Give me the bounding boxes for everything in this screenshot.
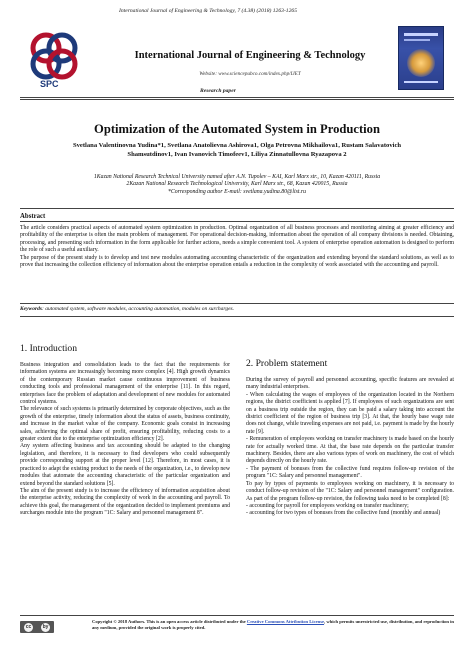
problem-paragraph-7: - accounting for two types of bonuses from the collective fund (monthly and annual) bbox=[246, 510, 441, 517]
affiliation-2: 2Kazan National Research Technological University, Karl Marx str., 68, Kazan 420015, Russia bbox=[126, 181, 348, 188]
abstract-paragraph-2: The purpose of the present study is to develop and test new modules automating accounting characteristic of the organization and extending beyond the standard solutions, as well as to prove that increasing the collection efficiency of information about the enterprise operation entails a reduction in the complexity of work associated with the accounting and payroll. bbox=[20, 254, 454, 269]
problem-paragraph-2: - When calculating the wages of employees of the organization located in the Northern regions, the district coefficient is applied [7]. If employees of such organizations are sent on a business trip outside the region, they can be paid a salary taking into account the district coefficient of the region of business trip [3]. At that, the hourly base wage rate does not change, while traveling expenses are not paid, i.e. payment is made by the hourly rate [9]. bbox=[246, 391, 454, 435]
keywords-label: Keywords bbox=[20, 306, 42, 312]
problem-paragraph-6: - accounting for payroll for employees working on transfer machinery; bbox=[246, 502, 409, 509]
abstract-top-rule bbox=[20, 208, 454, 209]
introduction-body bbox=[20, 362, 230, 518]
section-heading-introduction: 1. Introduction bbox=[20, 343, 78, 354]
journal-name: International Journal of Engineering & Technology bbox=[134, 50, 366, 61]
affiliations bbox=[42, 174, 432, 196]
intro-paragraph-2: The relevance of such systems is primarily determined by corporate objectives, such as the growth of the enterprise, timely information about the status of assets, business continuity, and increase in the market value of the company. Economic goals consist in increasing sales, achieving the optimal share of profit, ensuring profitability, reducing costs to a greater extent due to the enterprise optimization efficiency [2]. bbox=[20, 406, 230, 443]
intro-paragraph-3: Any system affecting business and tax accounting should be adapted to the changing legislation, and therefore, it is necessary to find developers who could subsequently provide corresponding support at the proper level [12]. Therefore, in most cases, it is practiced to adapt the existing product to the needs of the organization, i.e., to develop new modules that automate the accounting characteristic of the particular organization and extend beyond the standard solutions [5]. bbox=[20, 443, 230, 487]
problem-paragraph-5: To pay by types of payments to employees working on machinery, it is necessary to conduct follow-up revision of the "1C: Salary and personnel management" configuration. As part of the program follow-up revision, the following tasks need to be completed [8]: bbox=[246, 480, 454, 502]
license-link[interactable]: Creative Commons Attribution License bbox=[246, 619, 325, 624]
intro-paragraph-4: The aim of the present study is to increase the efficiency of information acquisition about the enterprise activity, reducing the complexity of work in the accounting and payroll. To achieve this goal, the management of the organization decided to implement premiums and surcharges module into the program "1C: Salary and personnel management 8". bbox=[20, 487, 230, 517]
journal-citation-line: International Journal of Engineering & Technology, 7 (4.38) (2018) 1263-1265 bbox=[119, 8, 297, 14]
intro-paragraph-1: Business integration and consolidation leads to the fact that the requirements for information systems are increasingly becoming more complex [4]. High growth dynamics of the contemporary Russian market cause continuous improvement of business conducting tools and professional management of the enterprise [11]. In this regard, enterprises face the problem of adaptation and development of new modules for automated control systems. bbox=[20, 362, 230, 406]
author-line-1: Svetlana Valentinovna Yudina*1, Svetlana Anatolievna Ashirova1, Olga Petrovna Mikhailova1, Rustam Salavatovich bbox=[72, 142, 402, 149]
problem-paragraph-1: During the survey of payroll and personnel accounting, specific features are revealed at many industrial enterprises. bbox=[246, 377, 454, 391]
creative-commons-by-icon[interactable] bbox=[20, 621, 54, 633]
article-title: Optimization of the Automated System in Production bbox=[94, 122, 380, 136]
problem-paragraph-3: - Remuneration of employees working on transfer machinery is made based on the hourly rate for actually worked time. At that, the base rate depends on the particular transfer machinery. Besides, there are also various types of work on machinery, the cost of which depends directly on the hourly rate. bbox=[246, 436, 454, 465]
problem-paragraph-4: - The payment of bonuses from the collective fund requires follow-up revision of the program "1C: Salary and personnel management". bbox=[246, 465, 454, 480]
affiliation-1: 1Kazan National Research Technical University named after A.N. Tupolev – KAI, Karl Marx str., 10, Kazan 420111, Russia bbox=[93, 174, 381, 180]
abstract-heading-rule bbox=[20, 221, 454, 222]
copyright-text-start: Copyright © 2018 Authors. This is an open access article distributed under the bbox=[92, 619, 247, 624]
header-divider-secondary bbox=[20, 99, 454, 100]
corresponding-author-email[interactable]: *Corresponding author E-mail: svetlana.yudina.80@list.ru bbox=[167, 188, 307, 195]
keywords-top-rule bbox=[20, 303, 454, 304]
abstract-body bbox=[20, 225, 454, 269]
author-line-2: Shamsutdinov1, Ivan Ivanovich Timofeev1, Liliya Zinnatullovna Ryazapova 2 bbox=[127, 151, 347, 158]
journal-cover-thumbnail-icon bbox=[398, 26, 444, 90]
keywords-bottom-rule bbox=[20, 316, 454, 317]
copyright-text-end: , which permits unrestricted use, distribution, and reproduction in any medium, provided the original work is properly cited. bbox=[92, 619, 454, 631]
abstract-paragraph-1: The article considers practical aspects of automated system optimization in production. Optimal organization of all business processes and monitoring aiming at greater efficiency and profitability of the enterprise is often the main problem of management. For operational decision-making, information about the operation of all company divisions is needed. Obtaining, processing, and presenting such information in the form applicable for further actions, needs a simple convenient tool. A system of enterprise operation automation is designed to perform the role of such a useful auxiliary. bbox=[20, 225, 454, 254]
copyright-notice bbox=[92, 619, 454, 631]
author-list bbox=[42, 141, 432, 159]
keywords-line bbox=[20, 306, 454, 312]
journal-website[interactable]: Website: www.sciencepubco.com/index.php/IJET bbox=[199, 71, 301, 77]
keywords-list: : automated system, software modules, accounting automation, modules on surcharges. bbox=[42, 306, 235, 312]
header-divider bbox=[20, 97, 454, 98]
abstract-heading: Abstract bbox=[20, 213, 46, 220]
problem-statement-body bbox=[246, 377, 454, 518]
attribution-symbol-icon: by bbox=[42, 623, 49, 630]
footer-rule bbox=[20, 615, 454, 616]
article-type-label: Research paper bbox=[200, 88, 236, 94]
cc-symbol-icon: cc bbox=[25, 623, 32, 630]
publisher-logo-text: SPC bbox=[40, 79, 59, 89]
section-heading-problem-statement: 2. Problem statement bbox=[246, 358, 328, 369]
